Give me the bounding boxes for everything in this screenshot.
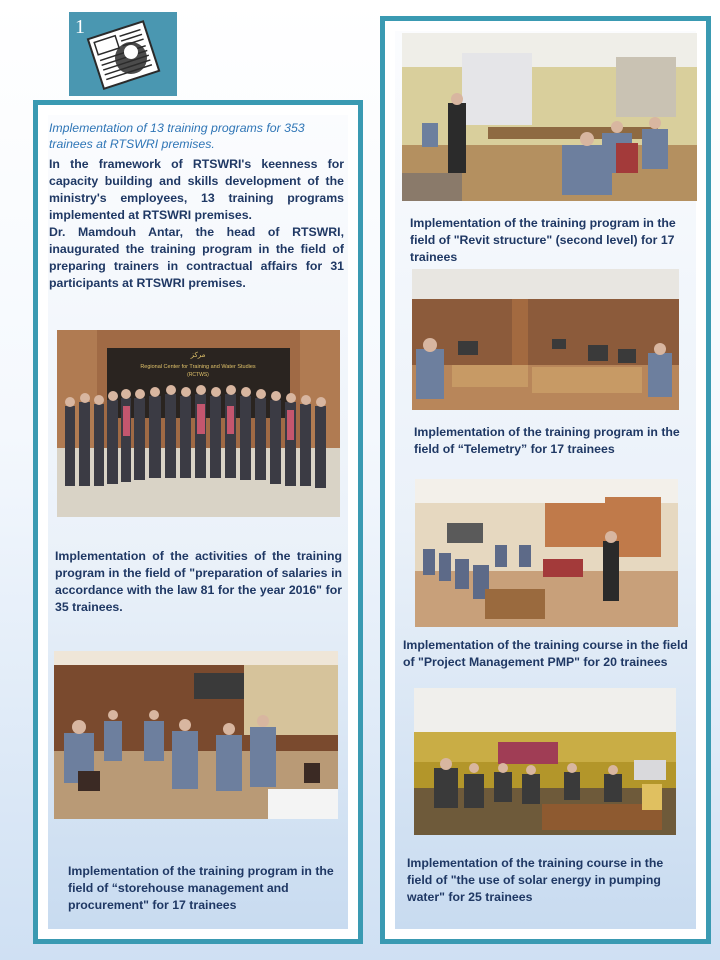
- photo-revit-training: [402, 33, 697, 201]
- group-photo-building-entrance: [57, 330, 340, 517]
- article-paragraph-2: Dr. Mamdouh Antar, the head of RTSWRI, inaugurated the training program in the field of preparing trainers in contractual affairs for 31 participants at RTSWRI premises.: [49, 225, 344, 290]
- article-title: Implementation of 13 training programs for 353 trainees at RTSWRI premises.: [49, 121, 305, 151]
- building-sign-acronym: (RCTWS): [187, 372, 209, 378]
- photo-solar-energy-training: [414, 688, 676, 835]
- caption-solar-energy-program: Implementation of the training course in the field of "the use of solar energy in pumping water" for 25 trainees: [407, 856, 664, 904]
- photo-pmp-training: [415, 479, 678, 627]
- badge-number: 1: [75, 16, 85, 38]
- building-sign-arabic: مركز: [190, 351, 206, 359]
- section-number-badge: [69, 12, 177, 96]
- caption-telemetry-program: Implementation of the training program in the field of “Telemetry” for 17 trainees: [414, 425, 680, 456]
- caption-pmp-program: Implementation of the training course in the field of "Project Management PMP" for 20 trainees: [403, 638, 688, 669]
- article-body: [49, 156, 344, 292]
- article-paragraph-1: In the framework of RTSWRI's keenness for capacity building and skills development of the ministry's employees, 13 training programs implemented at RTSWRI premises.: [49, 157, 344, 222]
- building-sign-text: Regional Center for Training and Water Studies: [140, 364, 256, 370]
- caption-storehouse-program: Implementation of the training program in the field of “storehouse management and procurement" for 17 trainees: [68, 864, 334, 912]
- newspaper-icon: [69, 12, 177, 96]
- photo-telemetry-training: [412, 269, 679, 410]
- caption-revit-program: Implementation of the training program in the field of "Revit structure" (second level) for 17 trainees: [410, 216, 676, 264]
- caption-salaries-program: Implementation of the activities of the training program in the field of "preparation of salaries in accordance with the law 81 for the year 2016" for 35 trainees.: [55, 549, 342, 614]
- photo-storehouse-training: [54, 651, 338, 819]
